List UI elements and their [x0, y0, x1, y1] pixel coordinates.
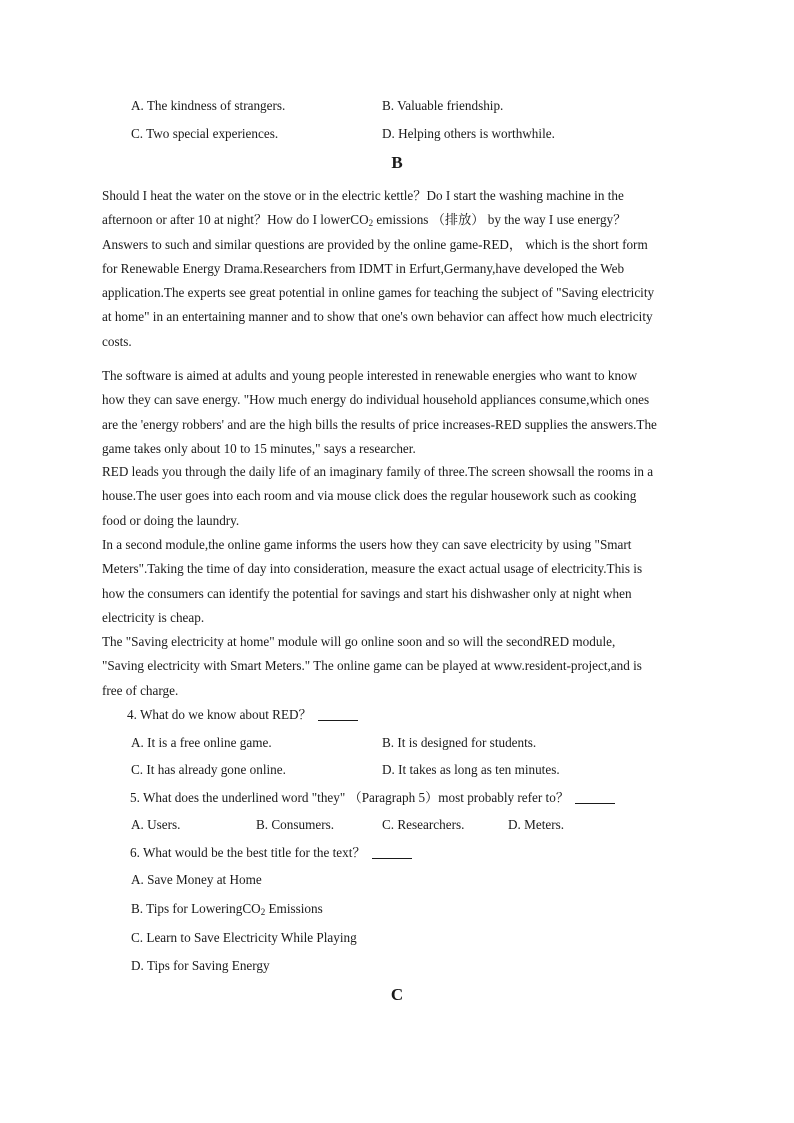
option-b: B. Valuable friendship.: [382, 98, 504, 113]
passage-line: costs.: [102, 333, 132, 349]
section-heading-c: C: [390, 985, 404, 1004]
passage-line: at home" in an entertaining manner and to show that one's own behavior can affect how much electricity: [102, 309, 653, 325]
question-5-stem: 5. What does the underlined word "they" （Paragraph 5）most probably refer to？: [130, 790, 615, 806]
passage-paragraph-2: [102, 364, 696, 461]
answer-blank: [575, 791, 615, 804]
passage-paragraph-1: [102, 184, 696, 354]
passage-line: free of charge.: [102, 682, 179, 698]
passage-line: afternoon or after 10 at night？How do I lowerCO$_2$ emissions （排放） by the way I use energy？: [102, 212, 627, 229]
passage-line: how the consumers can identify the potential for savings and start his dishwasher only at night when: [102, 585, 632, 601]
question-6-stem: 6. What would be the best title for the text？: [130, 845, 412, 861]
question-4-stem: 4. What do we know about RED？: [127, 707, 358, 723]
question-4-option-c: C. It has already gone online.: [131, 762, 286, 777]
question-4-option-b: B. It is designed for students.: [382, 735, 537, 750]
question-5-option-a: A. Users.: [131, 817, 181, 832]
question-5-option-c: C. Researchers.: [382, 817, 465, 832]
passage-paragraph-5: [102, 630, 696, 703]
option-c: C. Two special experiences.: [131, 126, 279, 141]
answer-blank: [372, 846, 412, 859]
answer-blank: [318, 708, 358, 721]
question-6-option-b: B. Tips for LoweringCO$_2$ Emissions: [131, 901, 323, 917]
passage-line: game takes only about 10 to 15 minutes," says a researcher.: [102, 440, 416, 456]
question-4-option-a: A. It is a free online game.: [131, 735, 272, 750]
passage-line: "Saving electricity with Smart Meters." The online game can be played at www.resident-project,and is: [102, 658, 642, 674]
passage-line: Meters".Taking the time of day into consideration, measure the exact actual usage of electricity.This is: [102, 561, 643, 577]
passage-line: food or doing the laundry.: [102, 512, 240, 528]
passage-line: RED leads you through the daily life of an imaginary family of three.The screen showsall the rooms in a: [102, 464, 654, 479]
question-6-option-d: D. Tips for Saving Energy: [131, 958, 270, 973]
passage-line: In a second module,the online game informs the users how they can save electricity by using "Smart: [102, 537, 632, 552]
passage-line: application.The experts see great potential in online games for teaching the subject of "Saving electricity: [102, 285, 655, 301]
passage-paragraph-4: [102, 533, 696, 630]
question-6-option-a: A. Save Money at Home: [131, 872, 262, 887]
passage-line: Answers to such and similar questions are provided by the online game-RED， which is the short form: [102, 236, 648, 252]
passage-line: Should I heat the water on the stove or in the electric kettle？Do I start the washing machine in the: [102, 188, 624, 203]
passage-line: are the 'energy robbers' and are the high bills the results of price increases-RED supplies the answers.The: [102, 416, 657, 432]
passage-line: house.The user goes into each room and via mouse click does the regular housework such as cooking: [102, 488, 637, 504]
question-5-option-b: B. Consumers.: [256, 817, 335, 832]
option-a: A. The kindness of strangers.: [131, 98, 286, 113]
passage-line: how they can save energy. "How much energy do individual household appliances consume,which ones: [102, 392, 650, 408]
section-heading-b: B: [391, 153, 403, 172]
passage-line: The software is aimed at adults and young people interested in renewable energies who want to know: [102, 368, 638, 383]
passage-line: electricity is cheap.: [102, 609, 205, 625]
passage-line: for Renewable Energy Drama.Researchers from IDMT in Erfurt,Germany,have developed the Web: [102, 260, 625, 276]
question-4-option-d: D. It takes as long as ten minutes.: [382, 762, 560, 777]
option-d: D. Helping others is worthwhile.: [382, 126, 555, 141]
passage-line: The "Saving electricity at home" module will go online soon and so will the secondRED module,: [102, 634, 616, 649]
passage-paragraph-3: [102, 460, 696, 533]
question-5-option-d: D. Meters.: [508, 817, 565, 832]
question-6-option-c: C. Learn to Save Electricity While Playing: [131, 930, 357, 945]
